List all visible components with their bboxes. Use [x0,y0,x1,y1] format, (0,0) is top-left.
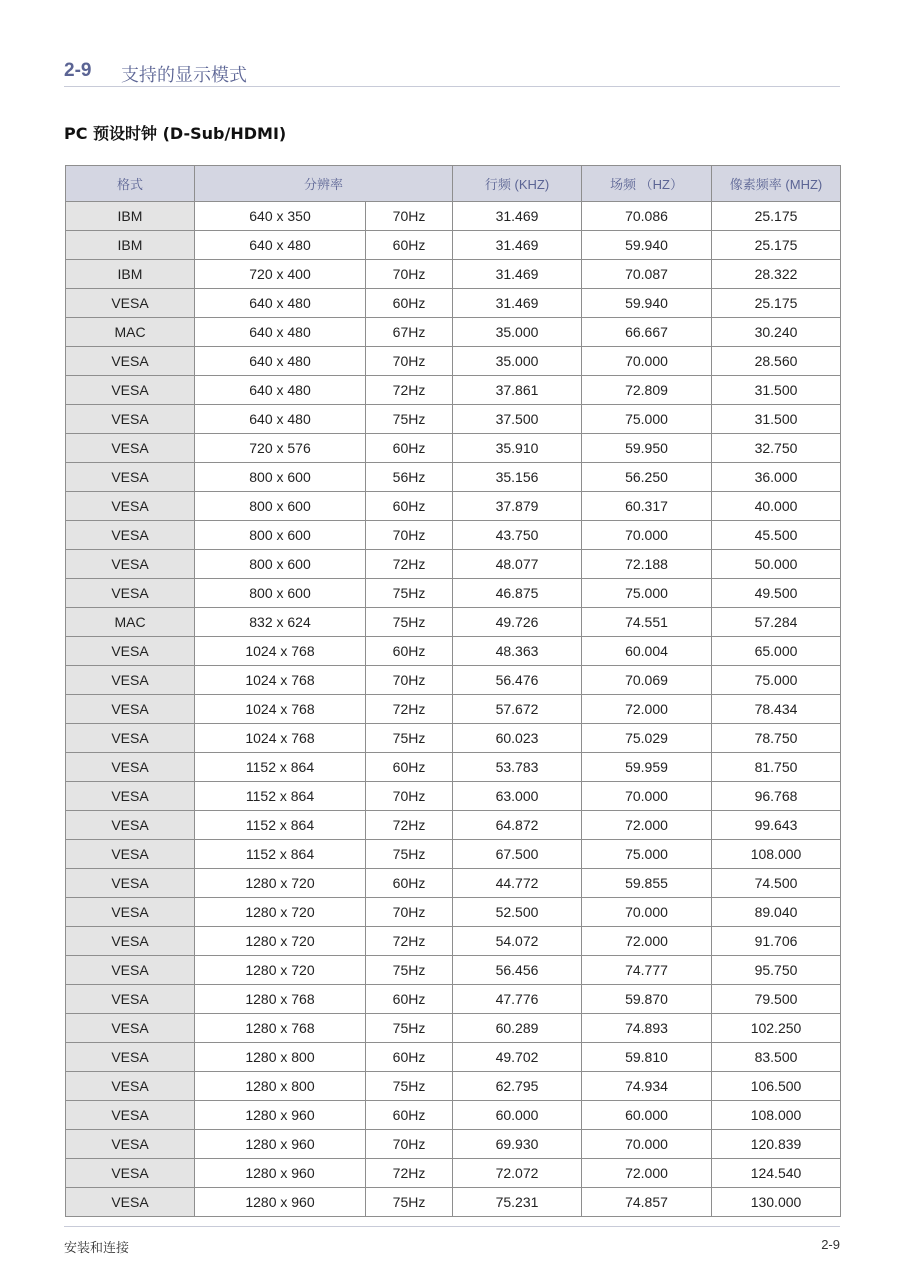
cell-pixel-clock: 25.175 [712,231,841,260]
cell-horizontal-frequency: 31.469 [453,260,582,289]
cell-vertical-frequency: 60.004 [582,637,712,666]
cell-pixel-clock: 78.750 [712,724,841,753]
cell-vertical-frequency: 70.000 [582,782,712,811]
table-row [66,463,841,492]
header-vertical-frequency: 场频 （HZ） [582,166,712,202]
cell-horizontal-frequency: 69.930 [453,1130,582,1159]
cell-refresh: 75Hz [366,405,453,434]
cell-refresh: 75Hz [366,1014,453,1043]
cell-pixel-clock: 32.750 [712,434,841,463]
cell-horizontal-frequency: 31.469 [453,202,582,231]
cell-vertical-frequency: 70.000 [582,1130,712,1159]
header-format: 格式 [66,166,195,202]
cell-refresh: 72Hz [366,550,453,579]
cell-vertical-frequency: 74.857 [582,1188,712,1217]
cell-vertical-frequency: 59.940 [582,289,712,318]
table-row [66,1188,841,1217]
cell-pixel-clock: 102.250 [712,1014,841,1043]
cell-refresh: 60Hz [366,637,453,666]
header-horizontal-frequency: 行频 (KHZ) [453,166,582,202]
cell-pixel-clock: 108.000 [712,840,841,869]
cell-horizontal-frequency: 44.772 [453,869,582,898]
cell-vertical-frequency: 75.029 [582,724,712,753]
cell-format: VESA [66,579,195,608]
cell-refresh: 70Hz [366,782,453,811]
table-row [66,405,841,434]
cell-format: MAC [66,608,195,637]
cell-format: VESA [66,289,195,318]
cell-resolution: 1152 x 864 [195,811,366,840]
cell-pixel-clock: 74.500 [712,869,841,898]
cell-refresh: 72Hz [366,1159,453,1188]
cell-vertical-frequency: 72.809 [582,376,712,405]
cell-resolution: 1280 x 720 [195,869,366,898]
table-row [66,550,841,579]
cell-resolution: 640 x 480 [195,347,366,376]
cell-refresh: 75Hz [366,956,453,985]
cell-resolution: 800 x 600 [195,579,366,608]
cell-resolution: 800 x 600 [195,463,366,492]
cell-horizontal-frequency: 37.861 [453,376,582,405]
cell-pixel-clock: 50.000 [712,550,841,579]
cell-resolution: 640 x 480 [195,318,366,347]
cell-pixel-clock: 99.643 [712,811,841,840]
cell-horizontal-frequency: 57.672 [453,695,582,724]
cell-refresh: 72Hz [366,376,453,405]
cell-vertical-frequency: 74.934 [582,1072,712,1101]
cell-pixel-clock: 78.434 [712,695,841,724]
table-row [66,811,841,840]
cell-pixel-clock: 96.768 [712,782,841,811]
cell-resolution: 1280 x 720 [195,956,366,985]
cell-pixel-clock: 89.040 [712,898,841,927]
cell-resolution: 1152 x 864 [195,782,366,811]
cell-resolution: 1024 x 768 [195,666,366,695]
cell-refresh: 60Hz [366,1101,453,1130]
cell-pixel-clock: 31.500 [712,376,841,405]
cell-pixel-clock: 65.000 [712,637,841,666]
cell-horizontal-frequency: 60.289 [453,1014,582,1043]
cell-horizontal-frequency: 35.000 [453,318,582,347]
cell-format: VESA [66,840,195,869]
cell-pixel-clock: 28.322 [712,260,841,289]
cell-refresh: 75Hz [366,608,453,637]
cell-pixel-clock: 91.706 [712,927,841,956]
cell-format: VESA [66,376,195,405]
cell-pixel-clock: 130.000 [712,1188,841,1217]
cell-horizontal-frequency: 37.879 [453,492,582,521]
cell-vertical-frequency: 59.810 [582,1043,712,1072]
cell-refresh: 70Hz [366,202,453,231]
cell-vertical-frequency: 70.069 [582,666,712,695]
table-row [66,840,841,869]
cell-pixel-clock: 49.500 [712,579,841,608]
cell-format: VESA [66,1072,195,1101]
cell-vertical-frequency: 72.188 [582,550,712,579]
cell-vertical-frequency: 74.893 [582,1014,712,1043]
cell-pixel-clock: 31.500 [712,405,841,434]
table-row [66,318,841,347]
cell-refresh: 75Hz [366,1072,453,1101]
cell-horizontal-frequency: 64.872 [453,811,582,840]
cell-vertical-frequency: 59.855 [582,869,712,898]
cell-format: VESA [66,1101,195,1130]
cell-resolution: 800 x 600 [195,550,366,579]
cell-format: VESA [66,492,195,521]
cell-resolution: 1280 x 960 [195,1130,366,1159]
cell-format: VESA [66,724,195,753]
cell-horizontal-frequency: 52.500 [453,898,582,927]
cell-pixel-clock: 25.175 [712,289,841,318]
cell-vertical-frequency: 70.087 [582,260,712,289]
cell-horizontal-frequency: 35.156 [453,463,582,492]
cell-resolution: 1280 x 960 [195,1159,366,1188]
cell-vertical-frequency: 56.250 [582,463,712,492]
cell-horizontal-frequency: 37.500 [453,405,582,434]
table-row [66,753,841,782]
table-row [66,869,841,898]
cell-pixel-clock: 106.500 [712,1072,841,1101]
table-row [66,231,841,260]
cell-vertical-frequency: 70.000 [582,898,712,927]
cell-pixel-clock: 124.540 [712,1159,841,1188]
cell-pixel-clock: 30.240 [712,318,841,347]
cell-format: VESA [66,521,195,550]
cell-pixel-clock: 75.000 [712,666,841,695]
cell-format: VESA [66,956,195,985]
cell-format: VESA [66,550,195,579]
table-body [66,202,841,1217]
cell-resolution: 640 x 480 [195,289,366,318]
cell-pixel-clock: 108.000 [712,1101,841,1130]
cell-vertical-frequency: 60.000 [582,1101,712,1130]
cell-refresh: 60Hz [366,1043,453,1072]
cell-format: IBM [66,231,195,260]
cell-horizontal-frequency: 49.726 [453,608,582,637]
cell-pixel-clock: 120.839 [712,1130,841,1159]
cell-resolution: 1280 x 800 [195,1072,366,1101]
cell-horizontal-frequency: 63.000 [453,782,582,811]
cell-pixel-clock: 45.500 [712,521,841,550]
cell-vertical-frequency: 72.000 [582,811,712,840]
cell-vertical-frequency: 72.000 [582,927,712,956]
cell-refresh: 75Hz [366,579,453,608]
cell-resolution: 1024 x 768 [195,695,366,724]
table-row [66,1130,841,1159]
footer-page-number: 2-9 [821,1237,840,1252]
cell-refresh: 67Hz [366,318,453,347]
cell-vertical-frequency: 75.000 [582,579,712,608]
table-row [66,637,841,666]
cell-format: VESA [66,1130,195,1159]
cell-resolution: 1280 x 720 [195,898,366,927]
cell-resolution: 640 x 480 [195,405,366,434]
cell-vertical-frequency: 59.940 [582,231,712,260]
table-row [66,898,841,927]
cell-refresh: 60Hz [366,231,453,260]
table-row [66,1159,841,1188]
cell-refresh: 72Hz [366,927,453,956]
cell-resolution: 1280 x 960 [195,1101,366,1130]
cell-format: VESA [66,811,195,840]
cell-vertical-frequency: 59.950 [582,434,712,463]
timing-table [65,165,841,1217]
cell-refresh: 70Hz [366,347,453,376]
cell-horizontal-frequency: 75.231 [453,1188,582,1217]
cell-format: VESA [66,666,195,695]
cell-format: VESA [66,782,195,811]
cell-format: VESA [66,985,195,1014]
cell-refresh: 75Hz [366,840,453,869]
table-row [66,1101,841,1130]
cell-horizontal-frequency: 48.077 [453,550,582,579]
cell-resolution: 720 x 576 [195,434,366,463]
cell-format: VESA [66,1188,195,1217]
cell-horizontal-frequency: 47.776 [453,985,582,1014]
cell-format: VESA [66,637,195,666]
cell-refresh: 75Hz [366,724,453,753]
cell-refresh: 56Hz [366,463,453,492]
cell-horizontal-frequency: 60.023 [453,724,582,753]
table-row [66,956,841,985]
cell-pixel-clock: 83.500 [712,1043,841,1072]
cell-horizontal-frequency: 60.000 [453,1101,582,1130]
table-row [66,260,841,289]
cell-refresh: 60Hz [366,492,453,521]
cell-pixel-clock: 79.500 [712,985,841,1014]
section-header [64,58,840,87]
cell-resolution: 1280 x 960 [195,1188,366,1217]
cell-resolution: 832 x 624 [195,608,366,637]
cell-horizontal-frequency: 53.783 [453,753,582,782]
table-row [66,492,841,521]
cell-resolution: 1280 x 800 [195,1043,366,1072]
cell-horizontal-frequency: 35.000 [453,347,582,376]
cell-format: IBM [66,260,195,289]
cell-resolution: 640 x 350 [195,202,366,231]
cell-format: VESA [66,1014,195,1043]
cell-resolution: 800 x 600 [195,492,366,521]
cell-horizontal-frequency: 49.702 [453,1043,582,1072]
cell-refresh: 70Hz [366,260,453,289]
cell-refresh: 70Hz [366,521,453,550]
cell-vertical-frequency: 70.000 [582,347,712,376]
table-row [66,695,841,724]
cell-refresh: 60Hz [366,985,453,1014]
cell-format: VESA [66,927,195,956]
cell-resolution: 1280 x 768 [195,985,366,1014]
cell-resolution: 640 x 480 [195,231,366,260]
cell-format: VESA [66,898,195,927]
cell-refresh: 70Hz [366,1130,453,1159]
cell-horizontal-frequency: 48.363 [453,637,582,666]
table-row [66,434,841,463]
cell-resolution: 1152 x 864 [195,840,366,869]
cell-vertical-frequency: 70.086 [582,202,712,231]
cell-horizontal-frequency: 35.910 [453,434,582,463]
table-row [66,608,841,637]
table-row [66,347,841,376]
cell-pixel-clock: 40.000 [712,492,841,521]
cell-format: VESA [66,434,195,463]
cell-format: VESA [66,1159,195,1188]
cell-resolution: 1024 x 768 [195,637,366,666]
cell-pixel-clock: 25.175 [712,202,841,231]
cell-vertical-frequency: 59.870 [582,985,712,1014]
cell-format: VESA [66,405,195,434]
cell-horizontal-frequency: 67.500 [453,840,582,869]
section-number: 2-9 [64,60,92,81]
cell-horizontal-frequency: 56.476 [453,666,582,695]
table-row [66,1043,841,1072]
cell-refresh: 60Hz [366,289,453,318]
cell-horizontal-frequency: 62.795 [453,1072,582,1101]
cell-pixel-clock: 28.560 [712,347,841,376]
cell-horizontal-frequency: 31.469 [453,289,582,318]
section-title: 支持的显示模式 [121,65,247,86]
cell-format: VESA [66,753,195,782]
cell-format: IBM [66,202,195,231]
table-row [66,376,841,405]
table-row [66,927,841,956]
cell-resolution: 1280 x 720 [195,927,366,956]
cell-format: MAC [66,318,195,347]
cell-refresh: 72Hz [366,811,453,840]
table-row [66,666,841,695]
cell-horizontal-frequency: 43.750 [453,521,582,550]
cell-horizontal-frequency: 31.469 [453,231,582,260]
cell-vertical-frequency: 70.000 [582,521,712,550]
cell-vertical-frequency: 59.959 [582,753,712,782]
cell-resolution: 800 x 600 [195,521,366,550]
cell-vertical-frequency: 66.667 [582,318,712,347]
cell-pixel-clock: 57.284 [712,608,841,637]
cell-refresh: 60Hz [366,434,453,463]
cell-horizontal-frequency: 46.875 [453,579,582,608]
cell-format: VESA [66,1043,195,1072]
table-row [66,724,841,753]
cell-refresh: 75Hz [366,1188,453,1217]
cell-resolution: 720 x 400 [195,260,366,289]
cell-vertical-frequency: 74.777 [582,956,712,985]
table-subtitle: PC 预设时钟 (D-Sub/HDMI) [64,124,287,143]
cell-format: VESA [66,463,195,492]
footer-chapter: 安装和连接 [64,1241,130,1256]
cell-refresh: 60Hz [366,869,453,898]
cell-horizontal-frequency: 54.072 [453,927,582,956]
cell-resolution: 1280 x 768 [195,1014,366,1043]
cell-refresh: 70Hz [366,898,453,927]
header-resolution: 分辨率 [195,166,453,202]
cell-refresh: 72Hz [366,695,453,724]
cell-horizontal-frequency: 56.456 [453,956,582,985]
cell-format: VESA [66,869,195,898]
header-pixel-clock: 像素频率 (MHZ) [712,166,841,202]
cell-resolution: 640 x 480 [195,376,366,405]
cell-vertical-frequency: 60.317 [582,492,712,521]
cell-resolution: 1152 x 864 [195,753,366,782]
table-row [66,202,841,231]
cell-vertical-frequency: 75.000 [582,840,712,869]
cell-vertical-frequency: 75.000 [582,405,712,434]
table-header-row [66,166,841,202]
table-row [66,782,841,811]
cell-pixel-clock: 95.750 [712,956,841,985]
cell-pixel-clock: 36.000 [712,463,841,492]
table-row [66,289,841,318]
cell-horizontal-frequency: 72.072 [453,1159,582,1188]
cell-vertical-frequency: 74.551 [582,608,712,637]
table-row [66,1072,841,1101]
cell-vertical-frequency: 72.000 [582,695,712,724]
cell-vertical-frequency: 72.000 [582,1159,712,1188]
table-row [66,521,841,550]
table-row [66,1014,841,1043]
cell-format: VESA [66,695,195,724]
table-row [66,579,841,608]
cell-resolution: 1024 x 768 [195,724,366,753]
cell-refresh: 70Hz [366,666,453,695]
cell-format: VESA [66,347,195,376]
cell-refresh: 60Hz [366,753,453,782]
cell-pixel-clock: 81.750 [712,753,841,782]
table-row [66,985,841,1014]
page-footer [64,1226,840,1257]
